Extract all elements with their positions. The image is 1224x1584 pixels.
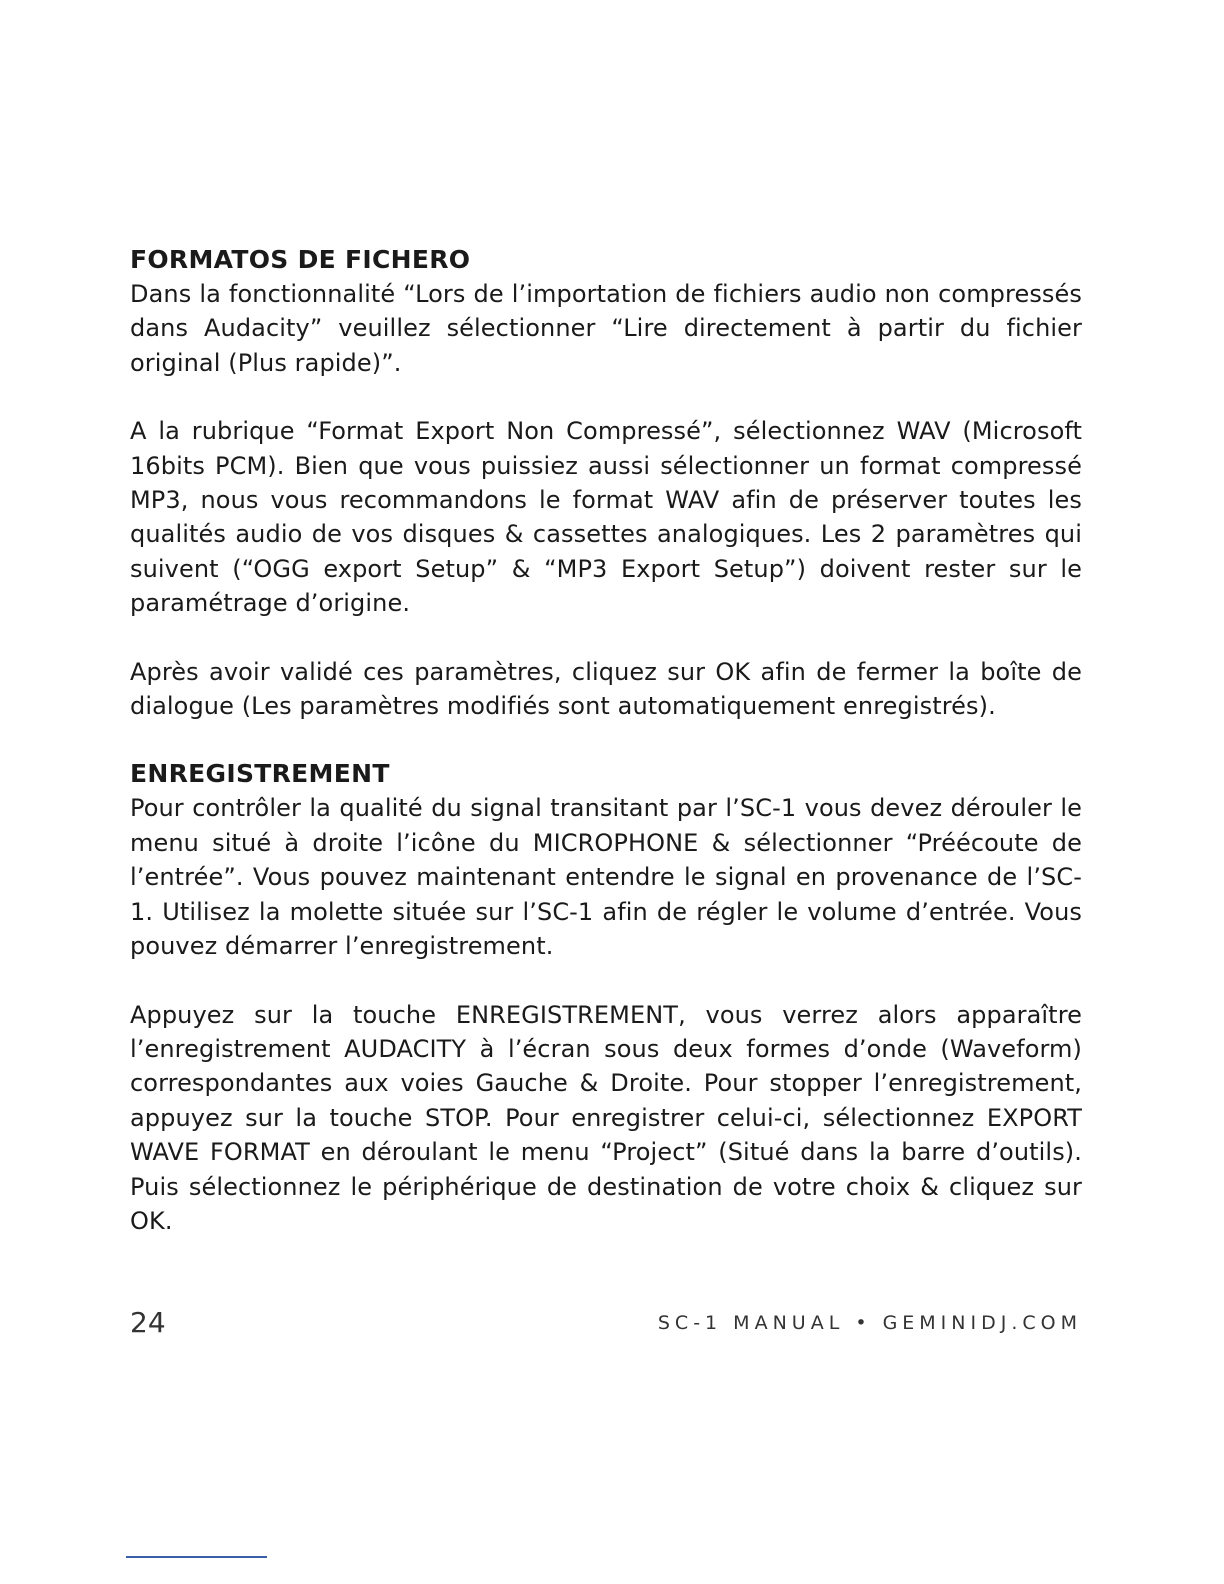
- paragraph-record-export: Appuyez sur la touche ENREGISTREMENT, vous verrez alors apparaître l’enregistrement AUDACITY à l’écran sous deux formes d’onde (Waveform) correspondantes aux voies Gauche & Droite. Pour stopper l’enregistrement, appuyez sur la touche STOP. Pour enregistrer celui-ci, sélectionnez EXPORT WAVE FORMAT en déroulant le menu “Project” (Situé dans la barre d’outils). Puis sélectionnez le périphérique de destination de votre choix & cliquez sur OK.: [130, 1000, 1082, 1235]
- paragraph-spacer: [130, 723, 1082, 757]
- section-heading-enregistrement: ENREGISTREMENT: [130, 759, 390, 789]
- paragraph-monitor-signal: Pour contrôler la qualité du signal transitant par l’SC-1 vous devez dérouler le menu situé à droite l’icône du MICROPHONE & sélectionner “Préécoute de l’entrée”. Vous pouvez maintenant entendre le signal en provenance de l’SC-1. Utilisez la molette située sur l’SC-1 afin de régler le volume d’entrée. Vous pouvez démarrer l’enregistrement.: [130, 794, 1082, 961]
- paragraph-spacer: [130, 964, 1082, 998]
- page-body: [130, 243, 1082, 1238]
- page-number: 24: [130, 1306, 166, 1339]
- bottom-rule: [126, 1556, 267, 1558]
- section-heading-formatos: FORMATOS DE FICHERO: [130, 245, 471, 274]
- paragraph-export-format: A la rubrique “Format Export Non Compressé”, sélectionnez WAV (Microsoft 16bits PCM). Bien que vous puissiez aussi sélectionner un format compressé MP3, nous vous recommandons le format WAV afin de préserver toutes les qualités audio de vos disques & cassettes analogiques. Les 2 paramètres qui suivent (“OGG export Setup” & “MP3 Export Setup”) doivent rester sur le paramétrage d’origine.: [130, 417, 1082, 618]
- paragraph-spacer: [130, 380, 1082, 414]
- paragraph-confirm-settings: Après avoir validé ces paramètres, cliquez sur OK afin de fermer la boîte de dialogue (Les paramètres modifiés sont automatiquement enregistrés).: [130, 657, 1082, 721]
- paragraph-import-setting: Dans la fonctionnalité “Lors de l’importation de fichiers audio non compressés dans Audacity” veuillez sélectionner “Lire directement à partir du fichier original (Plus rapide)”.: [130, 280, 1082, 377]
- footer-brand: SC-1 MANUAL • GEMINIDJ.COM: [657, 1312, 1082, 1334]
- paragraph-spacer: [130, 621, 1082, 655]
- page-footer: [130, 1306, 1082, 1346]
